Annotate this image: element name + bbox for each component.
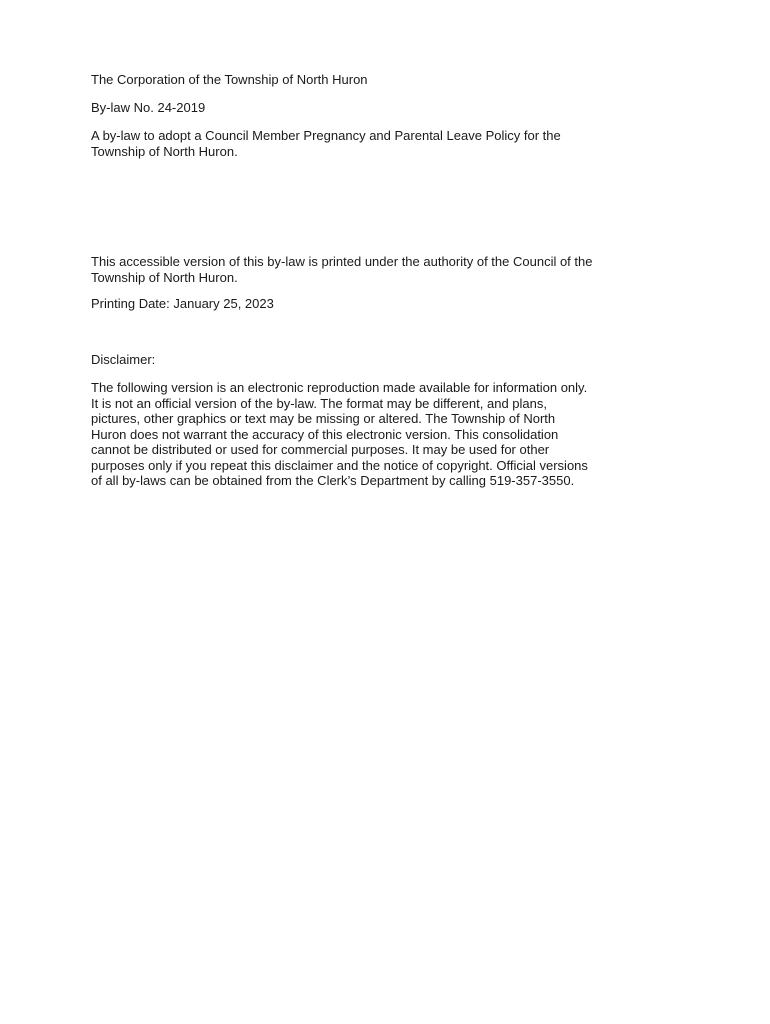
bylaw-purpose: A by-law to adopt a Council Member Pregnancy and Parental Leave Policy for the Township of North Huron. [91,128,561,159]
printing-date: Printing Date: January 25, 2023 [91,296,274,311]
corporation-name: The Corporation of the Township of North Huron [91,72,368,87]
bylaw-number: By-law No. 24-2019 [91,100,206,115]
disclaimer-heading: Disclaimer: [91,352,156,367]
disclaimer-text: The following version is an electronic reproduction made available for information only. It is not an official version of the by-law. The format may be different, and plans, pictures, other graphics or text may be missing or altered. The Township of North Huron does not warrant the accuracy of this electronic version. This consolidation cannot be distributed or used for commercial purposes. It may be used for other purposes only if you repeat this disclaimer and the notice of copyright. Official versions of all by-laws can be obtained from the Clerk’s Department by calling 519-357-3550. [91,380,588,488]
accessible-version-notice: This accessible version of this by-law is printed under the authority of the Council of the Township of North Huron. [91,254,593,285]
